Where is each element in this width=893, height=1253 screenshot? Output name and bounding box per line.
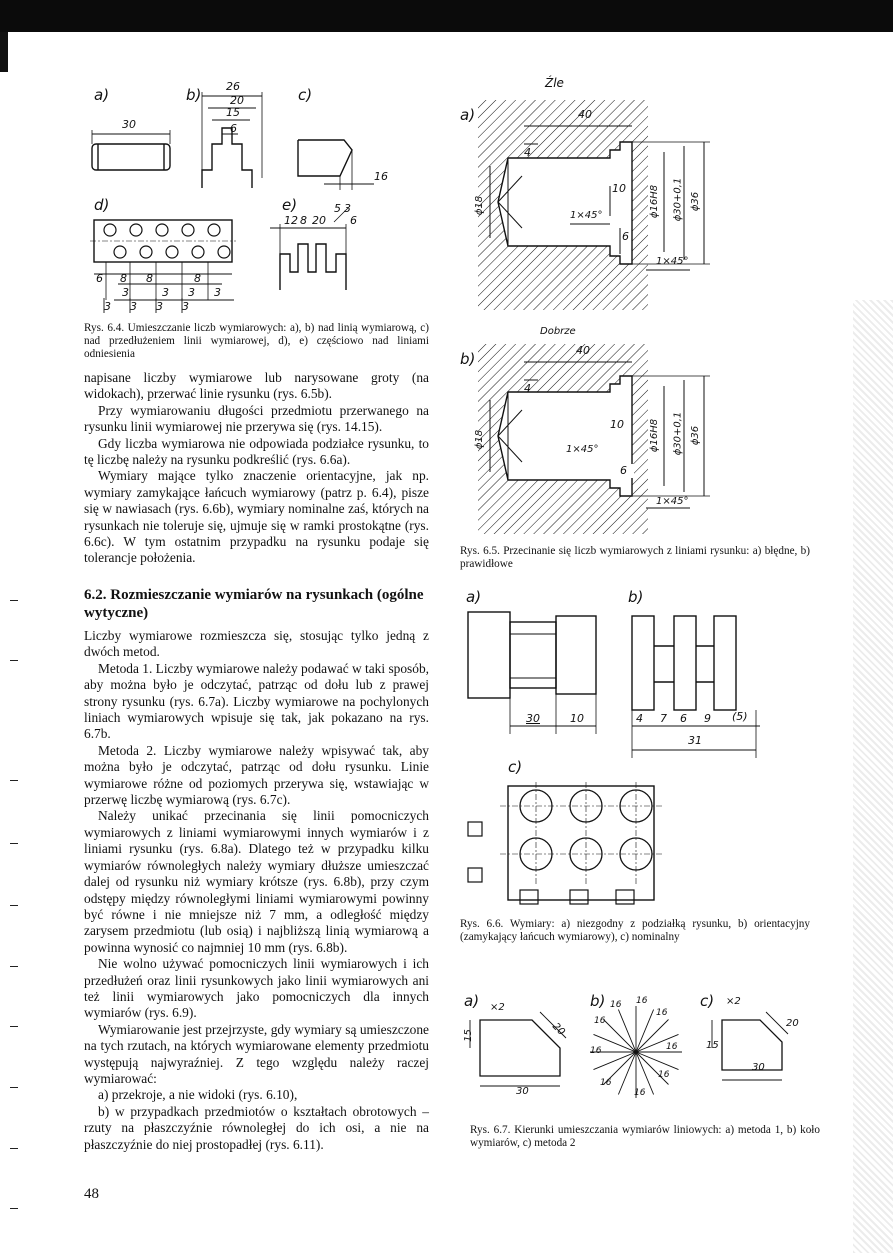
fig67a-dim-30: 30	[516, 1086, 529, 1097]
fig65b-dim-chamfer: 1×45°	[656, 496, 689, 507]
fig67-label-b: b)	[590, 992, 606, 1010]
margin-mark	[10, 843, 18, 844]
paragraph: napisane liczby wymiarowe lub narysowane groty (na widokach), przerwać linie rysunku (rys. 6.5b).	[84, 370, 429, 402]
fig65a-dim-chamfer: 1×45°	[656, 256, 689, 267]
fig66-label-c: c)	[508, 758, 523, 776]
paragraph: Wymiary mające tylko znaczenie orientacyjne, jak np. wymiary zamykające łańcuch wymiarowy (patrz p. 6.4), pisze się w nawiasach (rys. 6.6b), wymiary nominalne zaś, których na rysunkach nie toleruje się, ujmuje się w ramki prostokątne (rys. 6.6c). W tym ostatnim przypadku na rysunku podaje się tolerancje położenia.	[84, 468, 429, 566]
dim-b-15: 15	[226, 106, 240, 119]
margin-mark	[10, 780, 18, 781]
fig67a-dim-15: 15	[462, 1029, 474, 1042]
paragraph: Liczby wymiarowe rozmieszcza się, stosując tylko jedną z dwóch metod.	[84, 628, 429, 660]
paragraph: Wymiarowanie jest przejrzyste, gdy wymiary są umieszczone na tych rzutach, na których wymiarowane elementy przedmiotu występują najwyraźniej. Z tego względu należy raczej wymiarować:	[84, 1021, 429, 1086]
paragraph: Metoda 2. Liczby wymiarowe należy wpisywać tak, aby można było je odczytać, patrząc od dołu rysunku. Linie wymiarowe różne od poziomych przerywa się, wstawiając w przerwę liczbę wymiarową (rys. 6.7c).	[84, 742, 429, 808]
scan-border-top	[0, 0, 893, 32]
dim-d-3: 3	[104, 300, 111, 313]
dim-d-8: 8	[146, 272, 153, 285]
fig65a-dim-chamfer: 1×45°	[570, 210, 603, 221]
fig64-label-a: a)	[94, 86, 110, 104]
dim-e-12: 12	[284, 214, 298, 227]
dim-d-3: 3	[182, 300, 189, 313]
fig65a-dim-10: 10	[612, 182, 626, 195]
fig67c-dim-x2: ×2	[726, 996, 741, 1007]
dim-e-8: 8	[300, 214, 307, 227]
margin-mark	[10, 1148, 18, 1149]
paragraph: Gdy liczba wymiarowa nie odpowiada podziałce rysunku, to tę liczbę należy na rysunku podkreślić (rys. 6.6a).	[84, 435, 429, 468]
dim-e-5: 5	[334, 202, 341, 215]
caption-6-7: Rys. 6.7. Kierunki umieszczania wymiarów liniowych: a) metoda 1, b) koło wymiarów, c) metoda 2	[470, 1124, 820, 1149]
fig67b-dim-16: 16	[600, 1078, 612, 1088]
fig65a-dim-d16: ϕ16H8	[649, 184, 661, 219]
body-text-column	[84, 370, 429, 567]
dim-d-3: 3	[162, 286, 169, 299]
fig67a-dim-x2: ×2	[490, 1002, 505, 1013]
fig65b-dim-4: 4	[524, 382, 531, 395]
dim-d-3: 3	[188, 286, 195, 299]
caption-6-6: Rys. 6.6. Wymiary: a) niezgodny z podziałką rysunku, b) orientacyjny (zamykający łańcuch wymiarowy), c) nominalny	[460, 918, 810, 943]
fig67-label-a: a)	[464, 992, 480, 1010]
fig66b-dim-6: 6	[680, 712, 687, 725]
fig65a-dim-6: 6	[622, 230, 629, 243]
fig64-label-e: e)	[282, 196, 298, 214]
section-heading: 6.2. Rozmieszczanie wymiarów na rysunkach (ogólne wytyczne)	[84, 587, 424, 621]
list-item: b) w przypadkach przedmiotów o kształtach obrotowych – rzuty na płaszczyźnie równoległej do ich osi, a nie na płaszczyźnie do niej prostopadłej (rys. 6.11).	[84, 1103, 429, 1152]
fig67c-dim-20: 20	[786, 1018, 799, 1029]
dim-c-16: 16	[374, 170, 388, 183]
dim-d-3: 3	[130, 300, 137, 313]
margin-mark	[10, 1026, 18, 1027]
margin-mark	[10, 660, 18, 661]
fig65a-dim-d36: ϕ36	[690, 191, 702, 212]
dimension-ray	[636, 1020, 669, 1053]
fig67b-dim-16: 16	[610, 1000, 622, 1010]
fig67b-dim-16: 16	[658, 1070, 670, 1080]
dimension-ray	[604, 1020, 637, 1053]
fig66a-dim-10: 10	[570, 712, 584, 725]
fig65a-dim-d30: ϕ30+0,1	[672, 177, 684, 222]
figure-6-5a	[460, 96, 760, 316]
fig65-title-good: Dobrze	[540, 326, 576, 337]
fig66b-dim-31: 31	[688, 734, 702, 747]
fig67a-dim-20: 20	[549, 1021, 567, 1038]
dim-d-8: 8	[194, 272, 201, 285]
scan-border-left	[0, 32, 8, 72]
dim-d-8: 8	[120, 272, 127, 285]
dim-b-6: 6	[230, 122, 237, 135]
fig65b-dim-10: 10	[610, 418, 624, 431]
paragraph: Metoda 1. Liczby wymiarowe należy podawać w taki sposób, aby można było je odczytać, patrząc od dołu lub z prawej strony rysunku (rys. 6.7a). Liczby wymiarowe na pochylonych liniach wymiarowych wpisuje się tak, jak pokazano na rys. 6.7b.	[84, 660, 429, 742]
paragraph: Należy unikać przecinania się linii pomocniczych wymiarowych z liniami wymiarowymi innych wymiarów i z liniami rysunku (rys. 6.8a). Dlatego też w przypadku kilku wymiarów równoległych należy wymiary dłuższe umieszczać dalej od rysunku niż wymiary krótsze (rys. 6.8b), przy czym odstępy między równoległymi liniami wymiarowymi powinny być równe i nie mniejsze niż 7 mm, a odległość między zarysem przedmiotu (lub osią) i najbliższą linią wymiarową a powinna wynosić co najmniej 10 mm (rys. 6.8b).	[84, 808, 429, 955]
body-text-column	[84, 628, 429, 1153]
fig64-label-b: b)	[186, 86, 202, 104]
dim-d-3: 3	[214, 286, 221, 299]
fig67c-dim-30: 30	[752, 1062, 765, 1073]
fig65-label-a: a)	[460, 106, 476, 124]
fig64-label-c: c)	[298, 86, 313, 104]
fig65b-dim-d16: ϕ16H8	[649, 418, 661, 453]
dim-e-3: 3	[344, 202, 351, 215]
dim-b-20: 20	[230, 94, 244, 107]
dim-b-26: 26	[226, 80, 240, 93]
margin-mark	[10, 600, 18, 601]
dim-d-3: 3	[156, 300, 163, 313]
fig67b-dim-16: 16	[666, 1042, 678, 1052]
fig67b-dim-16: 16	[590, 1046, 602, 1056]
fig65a-dim-4: 4	[524, 146, 531, 159]
fig65a-drawing	[460, 96, 760, 316]
fig65b-dim-d30: ϕ30+0,1	[672, 411, 684, 456]
fig65b-dim-6: 6	[620, 464, 627, 477]
margin-mark	[10, 966, 18, 967]
fig65a-dim-40: 40	[578, 108, 592, 121]
dim-a-30: 30	[122, 118, 136, 131]
fig66b-dim-5: (5)	[732, 710, 748, 723]
dim-e-6: 6	[350, 214, 357, 227]
fig67-label-c: c)	[700, 992, 715, 1010]
fig65-label-b: b)	[460, 350, 476, 368]
fig65b-dim-d18: ϕ18	[474, 429, 486, 450]
figure-6-7	[460, 986, 810, 1116]
margin-mark	[10, 1208, 18, 1209]
page-number: 48	[84, 1186, 99, 1202]
fig65b-drawing	[460, 340, 760, 540]
fig65-title-bad: Źle	[545, 76, 564, 90]
fig64-drawing	[84, 78, 429, 318]
fig65b-dim-40: 40	[576, 344, 590, 357]
paragraph: Nie wolno używać pomocniczych linii wymiarowych i ich przedłużeń oraz linii rysunkowych jako linii wymiarowych ani też linii wymiarowych jako pomocniczych dla innych wymiarów (rys. 6.9).	[84, 956, 429, 1021]
fig67b-dim-16: 16	[656, 1008, 668, 1018]
fig66-label-a: a)	[466, 588, 482, 606]
figure-6-6	[460, 586, 810, 916]
dim-d-3: 3	[122, 286, 129, 299]
fig66a-dim-30: 30	[526, 712, 540, 725]
figure-6-4	[84, 78, 429, 318]
fig66b-dim-4: 4	[636, 712, 643, 725]
margin-mark	[10, 905, 18, 906]
fig66b-dim-7: 7	[660, 712, 667, 725]
paragraph: Przy wymiarowaniu długości przedmiotu przerwanego na rysunku linii wymiarowej nie przerywa się (rys. 14.15).	[84, 402, 429, 435]
fig66-drawing	[460, 586, 810, 916]
fig65b-dim-d36: ϕ36	[690, 425, 702, 446]
fig67b-dim-16: 16	[636, 996, 648, 1006]
fig64-label-d: d)	[94, 196, 110, 214]
fig66-label-b: b)	[628, 588, 644, 606]
fig67b-dim-16: 16	[634, 1088, 646, 1098]
fig67c-dim-15: 15	[706, 1040, 719, 1051]
caption-6-5: Rys. 6.5. Przecinanie się liczb wymiarowych z liniami rysunku: a) błędne, b) prawidłowe	[460, 545, 810, 570]
margin-mark	[10, 1087, 18, 1088]
fig65b-dim-chamfer: 1×45°	[566, 444, 599, 455]
fig66b-dim-9: 9	[704, 712, 711, 725]
fig67b-dim-16: 16	[594, 1016, 606, 1026]
figure-6-5b	[460, 340, 760, 540]
dim-d-6: 6	[96, 272, 103, 285]
dim-e-20: 20	[312, 214, 326, 227]
scan-noise-right	[853, 300, 893, 1253]
fig65a-dim-d18: ϕ18	[474, 195, 486, 216]
caption-6-4: Rys. 6.4. Umieszczanie liczb wymiarowych: a), b) nad linią wymiarową, c) nad przedłużeniem linii wymiarowej, d), e) częściowo nad liniami odniesienia	[84, 322, 429, 360]
list-item: a) przekroje, a nie widoki (rys. 6.10),	[98, 1087, 298, 1103]
